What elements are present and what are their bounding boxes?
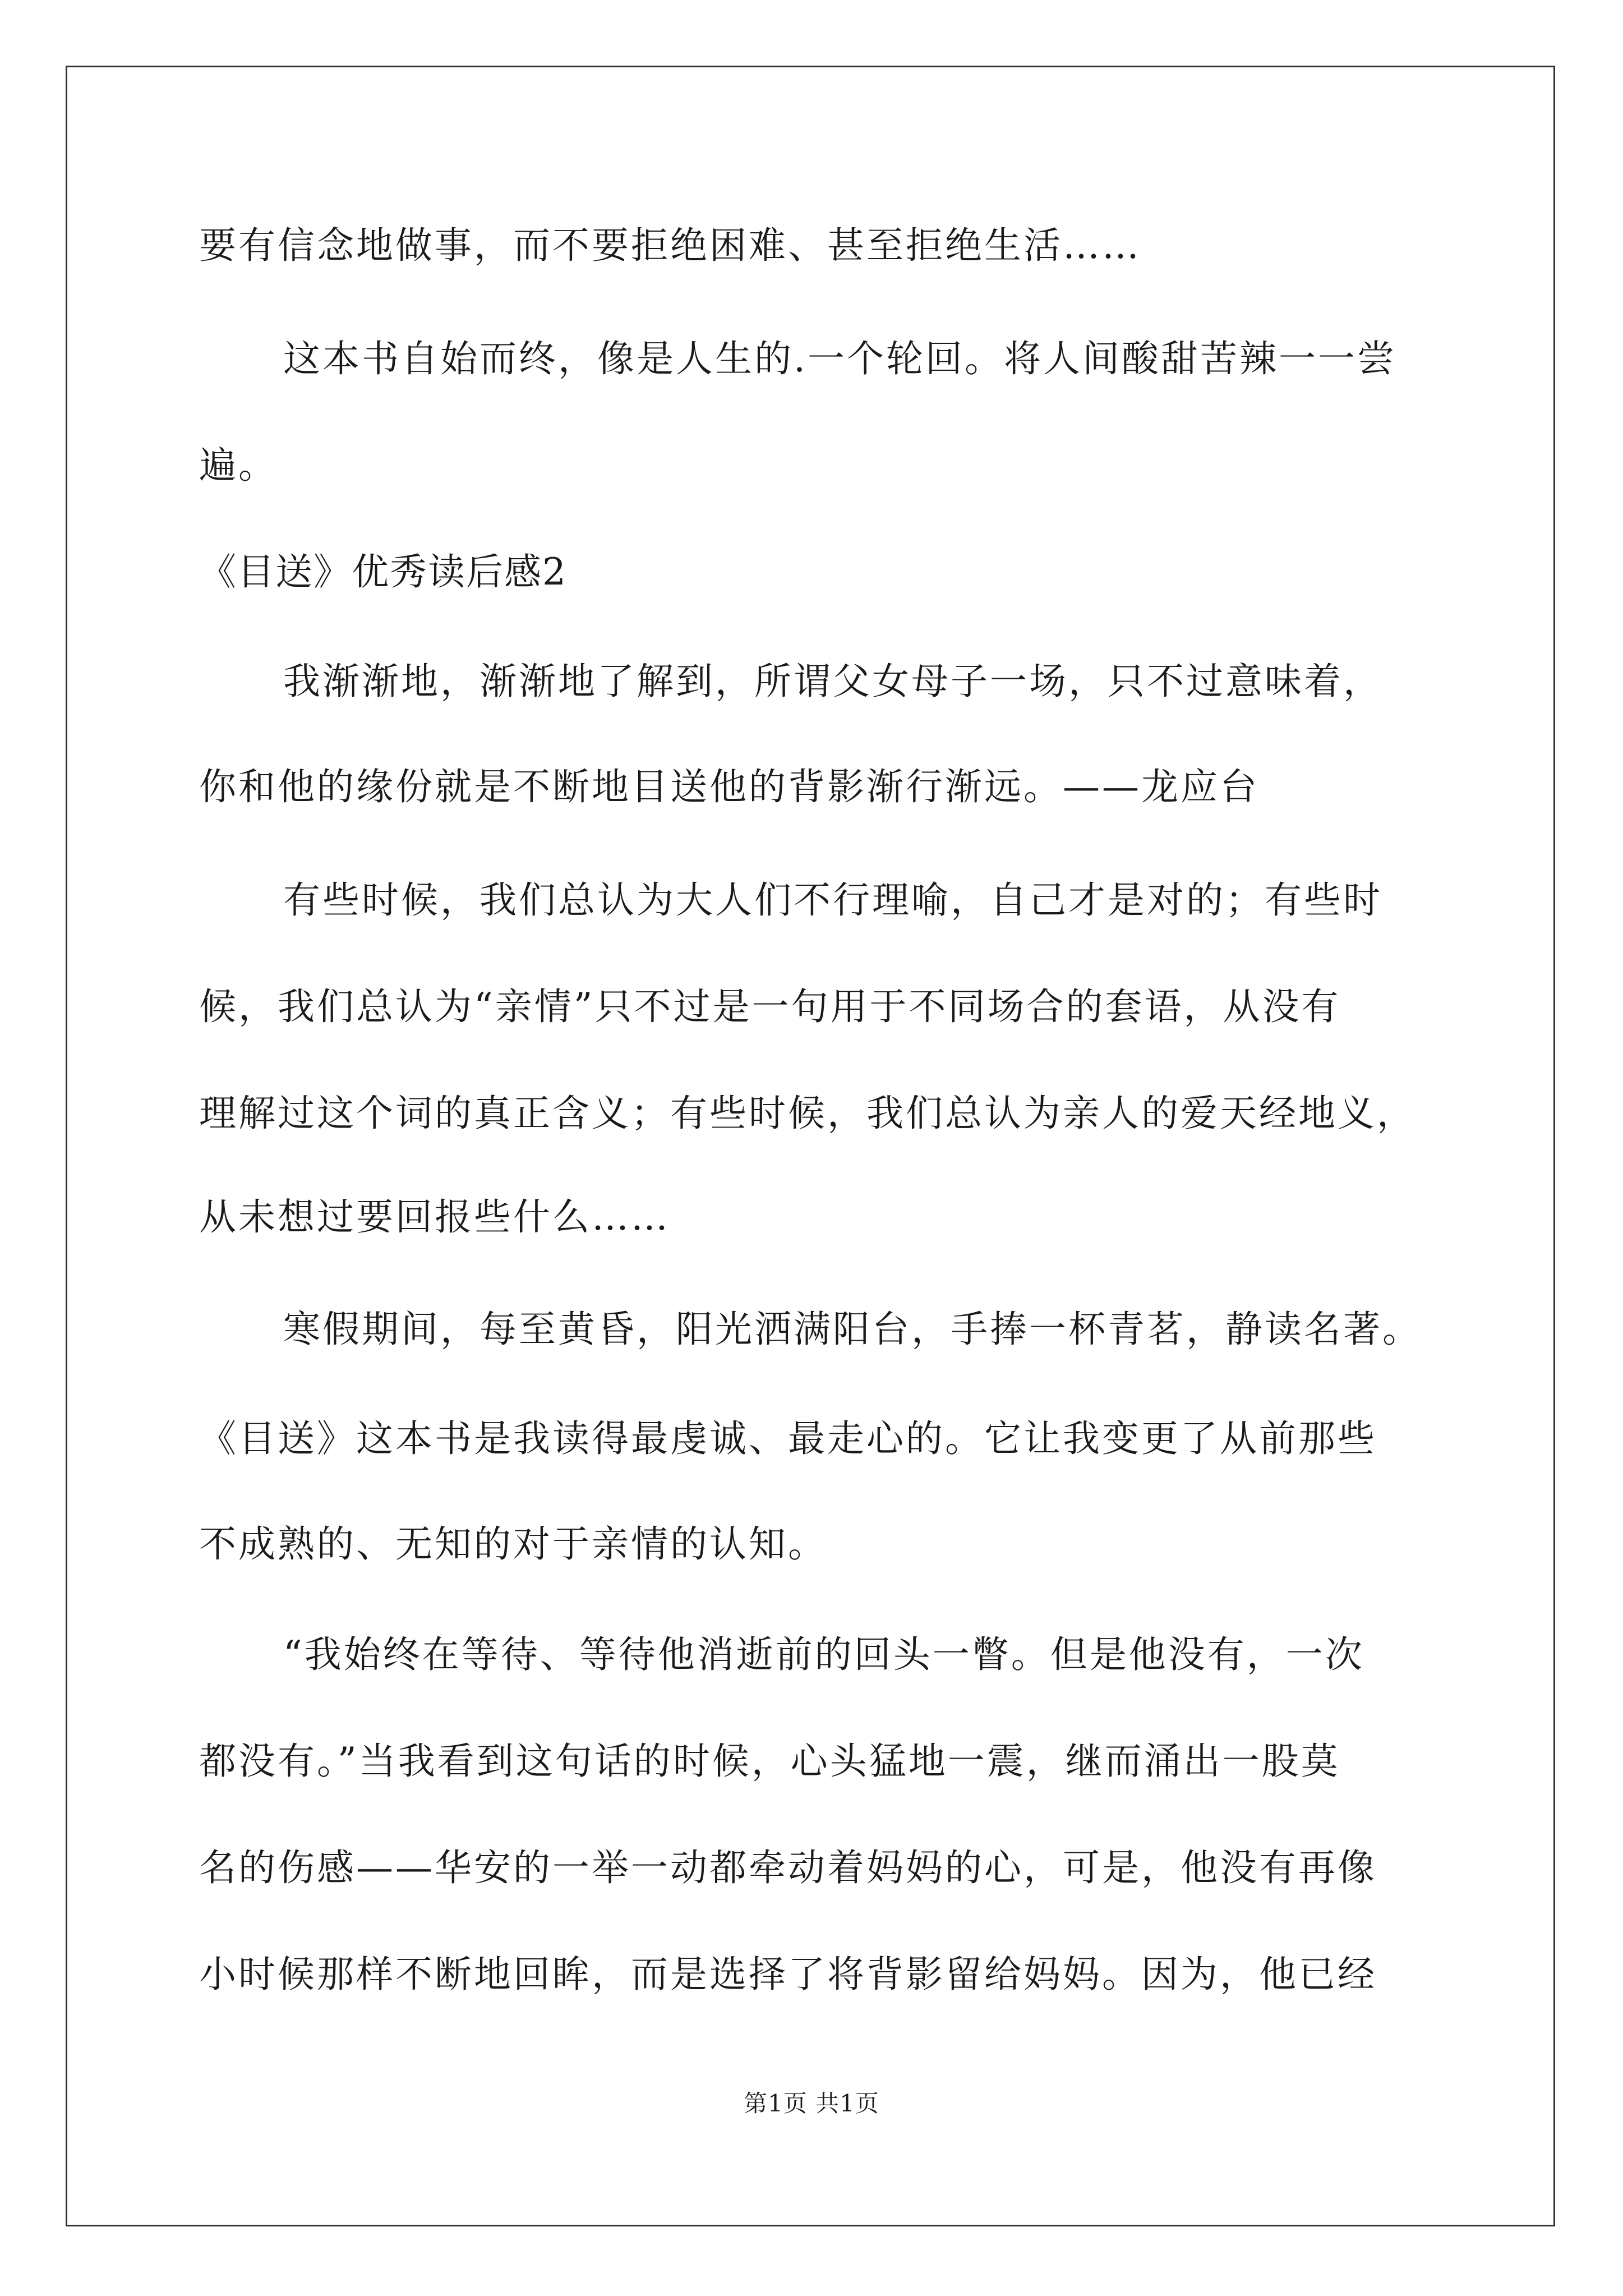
text-line-11: 寒假期间，每至黄昏，阳光洒满阳台，手捧一杯青茗，静读名著。 xyxy=(283,1308,1422,1351)
text-line-6: 你和他的缘份就是不断地目送他的背影渐行渐远。——龙应台 xyxy=(199,765,1259,808)
section-heading: 《目送》优秀读后感2 xyxy=(199,550,567,593)
text-line-9: 理解过这个词的真正含义；有些时候，我们总认为亲人的爱天经地义， xyxy=(199,1092,1416,1135)
text-line-3: 遍。 xyxy=(199,444,278,487)
text-line-2: 这本书自始而终，像是人生的.一个轮回。将人间酸甜苦辣一一尝 xyxy=(283,337,1396,380)
page-footer: 第1页 共1页 xyxy=(744,2090,879,2117)
text-line-13: 不成熟的、无知的对于亲情的认知。 xyxy=(199,1522,827,1566)
text-line-7: 有些时候，我们总认为大人们不行理喻，自己才是对的；有些时 xyxy=(283,878,1382,922)
text-line-5: 我渐渐地，渐渐地了解到，所谓父女母子一场，只不过意味着， xyxy=(283,660,1382,703)
text-line-14: “我始终在等待、等待他消逝前的回头一瞥。但是他没有，一次 xyxy=(283,1633,1364,1676)
text-line-1: 要有信念地做事，而不要拒绝困难、甚至拒绝生活…… xyxy=(199,224,1141,267)
text-line-8: 候，我们总认为“亲情”只不过是一句用于不同场合的套语，从没有 xyxy=(199,985,1341,1028)
page-border xyxy=(66,66,1555,2226)
text-line-10: 从未想过要回报些什么…… xyxy=(199,1195,670,1239)
text-line-12: 《目送》这本书是我读得最虔诚、最走心的。它让我变更了从前那些 xyxy=(199,1417,1377,1460)
text-line-15: 都没有。”当我看到这句话的时候，心头猛地一震，继而涌出一股莫 xyxy=(199,1740,1340,1783)
text-line-17: 小时候那样不断地回眸，而是选择了将背影留给妈妈。因为，他已经 xyxy=(199,1953,1377,1996)
text-line-16: 名的伤感——华安的一举一动都牵动着妈妈的心，可是，他没有再像 xyxy=(199,1846,1377,1889)
